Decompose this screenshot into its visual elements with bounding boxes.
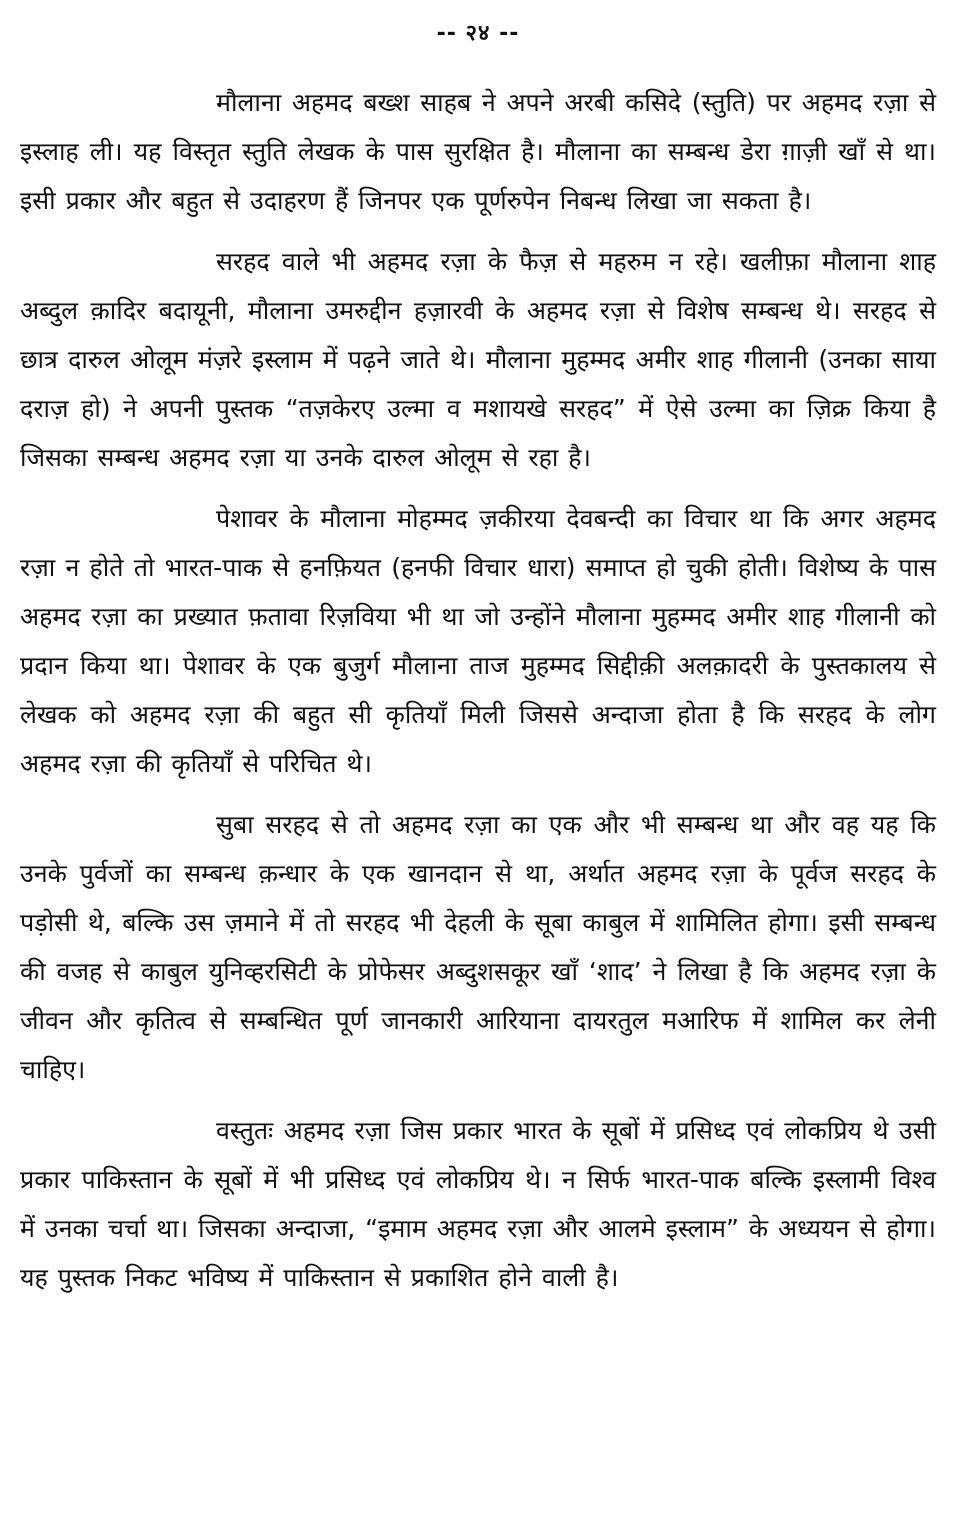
paragraph-1: मौलाना अहमद बख्श साहब ने अपने अरबी कसिदे (स्तुति) पर अहमद रज़ा से इस्लाह ली। यह विस्तृत स्तुति लेखक के पास सुरक्षित है। मौलाना का सम्बन्ध डेरा ग़ाज़ी खाँ से था। इसी प्रकार और बहुत से उदाहरण हैं जिनपर एक पूर्णरुपेन निबन्ध लिखा जा सकता है। (20, 88, 936, 215)
paragraph-5: वस्तुतः अहमद रज़ा जिस प्रकार भारत के सूबों में प्रसिध्द एवं लोकप्रिय थे उसी प्रकार पाकिस्तान के सूबों में भी प्रसिध्द एवं लोकप्रिय थे। न सिर्फ भारत-पाक बल्कि इस्लामी विश्व में उनका चर्चा था। जिसका अन्दाजा, “इमाम अहमद रज़ा और आलमे इस्लाम” के अध्ययन से होगा। यह पुस्तक निकट भविष्य में पाकिस्तान से प्रकाशित होने वाली है। (20, 1116, 936, 1292)
paragraph-3: पेशावर के मौलाना मोहम्मद ज़कीरया देवबन्दी का विचार था कि अगर अहमद रज़ा न होते तो भारत-पाक से हनफ़ियत (हनफी विचार धारा) समाप्त हो चुकी होती। विशेष्य के पास अहमद रज़ा का प्रख्यात फ़तावा रिज़विया भी था जो उन्होंने मौलाना मुहम्मद अमीर शाह गीलानी को प्रदान किया था। पेशावर के एक बुजुर्ग मौलाना ताज मुहम्मद सिद्दीक़ी अलक़ादरी के पुस्तकालय से लेखक को अहमद रज़ा की बहुत सी कृतियाँ मिली जिससे अन्दाजा होता है कि सरहद के लोग अहमद रज़ा की कृतियाँ से परिचित थे। (20, 504, 936, 778)
page-number: -- २४ -- (436, 21, 520, 46)
paragraph-4: सुबा सरहद से तो अहमद रज़ा का एक और भी सम्बन्ध था और वह यह कि उनके पुर्वजों का सम्बन्ध क़न्धार के एक खानदान से था, अर्थात अहमद रज़ा के पूर्वज सरहद के पड़ोसी थे, बल्कि उस ज़माने में तो सरहद भी देहली के सूबा काबुल में शामिलित होगा। इसी सम्बन्ध की वजह से काबुल युनिव्हरसिटी के प्रोफेसर अब्दुशसकूर खाँ ‘शाद’ ने लिखा है कि अहमद रज़ा के जीवन और कृतित्व से सम्बन्धित पूर्ण जानकारी आरियाना दायरतुल मआरिफ में शामिल कर लेनी चाहिए। (20, 810, 936, 1084)
paragraph-2: सरहद वाले भी अहमद रज़ा के फैज़ से महरुम न रहे। खलीफ़ा मौलाना शाह अब्दुल क़ादिर बदायूनी, मौलाना उमरुद्दीन हज़ारवी के अहमद रज़ा से विशेष सम्बन्ध थे। सरहद से छात्र दारुल ओलूम मंज़रे इस्लाम में पढ़ने जाते थे। मौलाना मुहम्मद अमीर शाह गीलानी (उनका साया दराज़ हो) ने अपनी पुस्तक “तज़केरए उल्मा व मशायखे सरहद” में ऐसे उल्मा का ज़िक्र किया है जिसका सम्बन्ध अहमद रज़ा या उनके दारुल ओलूम से रहा है। (20, 247, 936, 472)
